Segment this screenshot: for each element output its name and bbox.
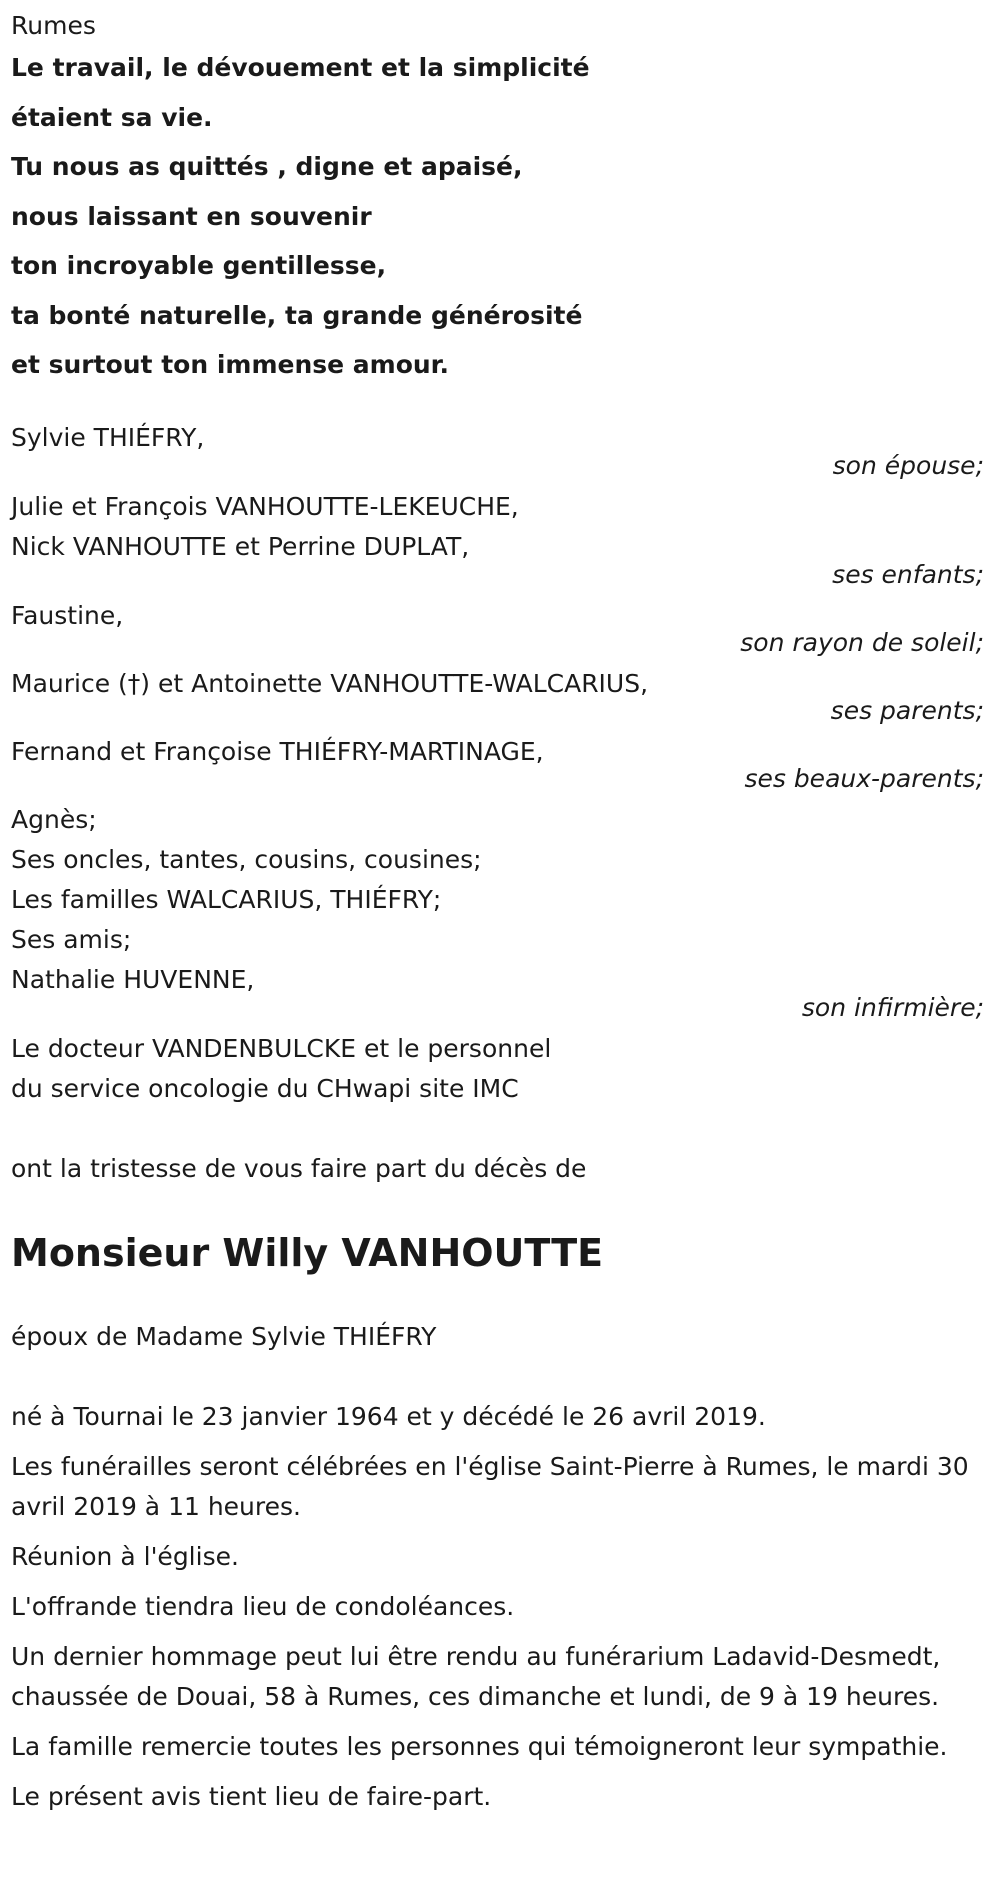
- family-name: Julie et François VANHOUTTE-LEKEUCHE,: [11, 491, 519, 521]
- poem-line: et surtout ton immense amour.: [11, 350, 449, 379]
- poem: [11, 43, 988, 390]
- family-name: Nathalie HUVENNE,: [11, 964, 255, 994]
- deceased-name: Monsieur Willy VANHOUTTE: [11, 1230, 604, 1275]
- family-name: Le docteur VANDENBULCKE et le personnel: [11, 1033, 552, 1063]
- detail-paragraph: né à Tournai le 23 janvier 1964 et y décédé le 26 avril 2019.: [11, 1401, 766, 1431]
- family-entry-in-laws: [11, 732, 988, 793]
- family-name: Les familles WALCARIUS, THIÉFRY;: [11, 884, 442, 914]
- detail-paragraph: La famille remercie toutes les personnes qui témoigneront leur sympathie.: [11, 1731, 948, 1761]
- family-role: son rayon de soleil;: [740, 627, 984, 657]
- family-list: [11, 418, 988, 1109]
- family-name: du service oncologie du CHwapi site IMC: [11, 1073, 519, 1103]
- family-name: Agnès;: [11, 804, 97, 834]
- family-name: Nick VANHOUTTE et Perrine DUPLAT,: [11, 531, 470, 561]
- family-name: Ses oncles, tantes, cousins, cousines;: [11, 844, 482, 874]
- funeral-details: [11, 1397, 988, 1817]
- family-entry-medical-staff: [11, 1029, 988, 1109]
- spouse-line: époux de Madame Sylvie THIÉFRY: [11, 1321, 437, 1351]
- announcement: ont la tristesse de vous faire part du décès de: [11, 1153, 587, 1183]
- family-name: Sylvie THIÉFRY,: [11, 422, 205, 452]
- family-entry-children: [11, 487, 988, 589]
- family-name: Maurice (†) et Antoinette VANHOUTTE-WALCARIUS,: [11, 668, 649, 698]
- family-role: son épouse;: [832, 450, 984, 480]
- family-name: Fernand et Françoise THIÉFRY-MARTINAGE,: [11, 736, 544, 766]
- detail-paragraph: Un dernier hommage peut lui être rendu au funérarium Ladavid-Desmedt, chaussée de Douai, 58 à Rumes, ces dimanche et lundi, de 9 à 19 heures.: [11, 1641, 941, 1711]
- location: Rumes: [11, 11, 96, 40]
- family-name: Ses amis;: [11, 924, 132, 954]
- family-name: Faustine,: [11, 600, 124, 630]
- poem-line: étaient sa vie.: [11, 102, 213, 132]
- family-entry-parents: [11, 664, 988, 725]
- detail-paragraph: Les funérailles seront célébrées en l'église Saint-Pierre à Rumes, le mardi 30 avril 2019 à 11 heures.: [11, 1451, 969, 1521]
- poem-line: ta bonté naturelle, ta grande générosité: [11, 300, 583, 330]
- detail-paragraph: Réunion à l'église.: [11, 1541, 239, 1571]
- family-entry-spouse: [11, 418, 988, 480]
- family-role: ses parents;: [830, 695, 984, 725]
- poem-line: Le travail, le dévouement et la simplicité: [11, 53, 590, 82]
- poem-line: nous laissant en souvenir: [11, 201, 372, 231]
- poem-line: Tu nous as quittés , digne et apaisé,: [11, 152, 523, 181]
- family-role: ses enfants;: [832, 559, 984, 589]
- poem-line: ton incroyable gentillesse,: [11, 251, 387, 280]
- detail-paragraph: L'offrande tiendra lieu de condoléances.: [11, 1591, 515, 1621]
- family-entry-sunshine: [11, 596, 988, 657]
- detail-paragraph: Le présent avis tient lieu de faire-part.: [11, 1781, 492, 1811]
- family-role: son infirmière;: [801, 992, 984, 1022]
- family-entry-others: [11, 800, 988, 1022]
- family-role: ses beaux-parents;: [744, 763, 984, 793]
